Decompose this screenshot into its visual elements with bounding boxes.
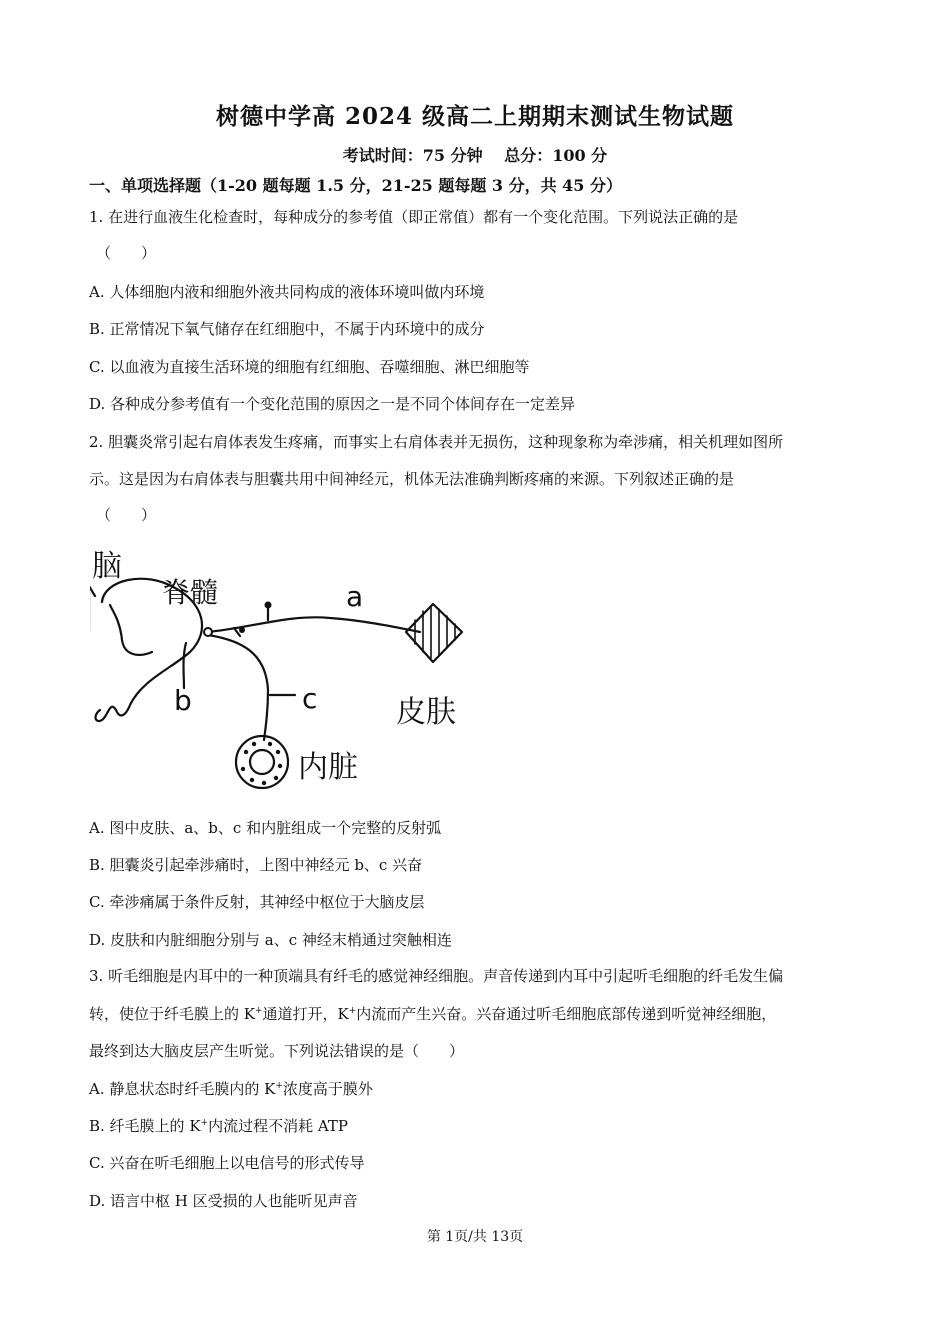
arrow-head [90,586,95,596]
q3-option-a: A. 静息状态时纤毛膜内的 K+浓度高于膜外 [89,1080,373,1098]
q2-option-d: D. 皮肤和内脏细胞分别与 a、c 神经末梢通过突触相连 [89,931,452,949]
label-skin: 皮肤 [396,695,456,730]
label-brain: 脑 [92,549,122,584]
q2-stem-line2: 示。这是因为右肩体表与胆囊共用中间神经元，机体无法准确判断疼痛的来源。下列叙述正确的是 [89,470,735,488]
q1-option-d: D. 各种成分参考值有一个变化范围的原因之一是不同个体间存在一定差异 [89,395,576,413]
label-c: c [302,682,318,715]
label-viscera: 内脏 [298,750,358,785]
q2-option-a: A. 图中皮肤、a、b、c 和内脏组成一个完整的反射弧 [89,819,442,837]
neuron-c [208,635,268,740]
q3-stem-line1: 3. 听毛细胞是内耳中的一种顶端具有纤毛的感觉神经细胞。声音传递到内耳中引起听毛细胞的纤毛发生偏 [89,967,784,985]
q3-option-b: B. 纤毛膜上的 K+内流过程不消耗 ATP [89,1117,348,1135]
q3-stem-line2: 转，使位于纤毛膜上的 K+通道打开，K+内流而产生兴奋。兴奋通过听毛细胞底部传递到听觉神经细胞， [89,1005,777,1023]
neuron-b [184,643,187,688]
spinal-cord-inner [110,605,152,655]
q3-option-c: C. 兴奋在听毛细胞上以电信号的形式传导 [89,1154,365,1172]
q2-stem-line1: 2. 胆囊炎常引起右肩体表发生疼痛，而事实上右肩体表并无损伤，这种现象称为牵涉痛，相关机理如图所 [89,433,784,451]
q3-option-d: D. 语言中枢 H 区受损的人也能听见声音 [89,1192,358,1210]
viscera-ring-outer [236,736,288,788]
q1-option-a: A. 人体细胞内液和细胞外液共同构成的液体环境叫做内环境 [89,283,485,301]
label-b: b [174,684,192,717]
label-spine: 脊髓 [162,576,219,609]
q2-option-b: B. 胆囊炎引起牵涉痛时，上图中神经元 b、c 兴奋 [89,856,423,874]
viscera-ring-inner [250,750,274,774]
exam-info: 考试时间：75 分钟 总分：100 分 [342,146,608,165]
q1-option-c: C. 以血液为直接生活环境的细胞有红细胞、吞噬细胞、淋巴细胞等 [89,358,530,376]
label-a: a [346,580,364,613]
ganglion-dot [265,602,272,609]
q2-option-c: C. 牵涉痛属于条件反射，其神经中枢位于大脑皮层 [89,893,425,911]
q3-stem-line3: 最终到达大脑皮层产生听觉。下列说法错误的是（ ） [89,1042,465,1060]
q2-answer-paren: （ ） [96,506,157,524]
q1-stem: 1. 在进行血液生化检查时，每种成分的参考值（即正常值）都有一个变化范围。下列说法正确的是 [89,208,739,226]
referred-pain-diagram [90,540,470,790]
synapse [204,628,212,636]
q1-answer-paren: （ ） [96,244,157,262]
q1-option-b: B. 正常情况下氧气储存在红细胞中，不属于内环境中的成分 [89,320,485,338]
section-heading: 一、单项选择题（1-20 题每题 1.5 分，21-25 题每题 3 分，共 45 分） [89,176,623,195]
page-footer: 第 1页/共 13页 [426,1229,524,1245]
page-title: 树德中学高 2024 级高二上期期末测试生物试题 [215,103,735,130]
